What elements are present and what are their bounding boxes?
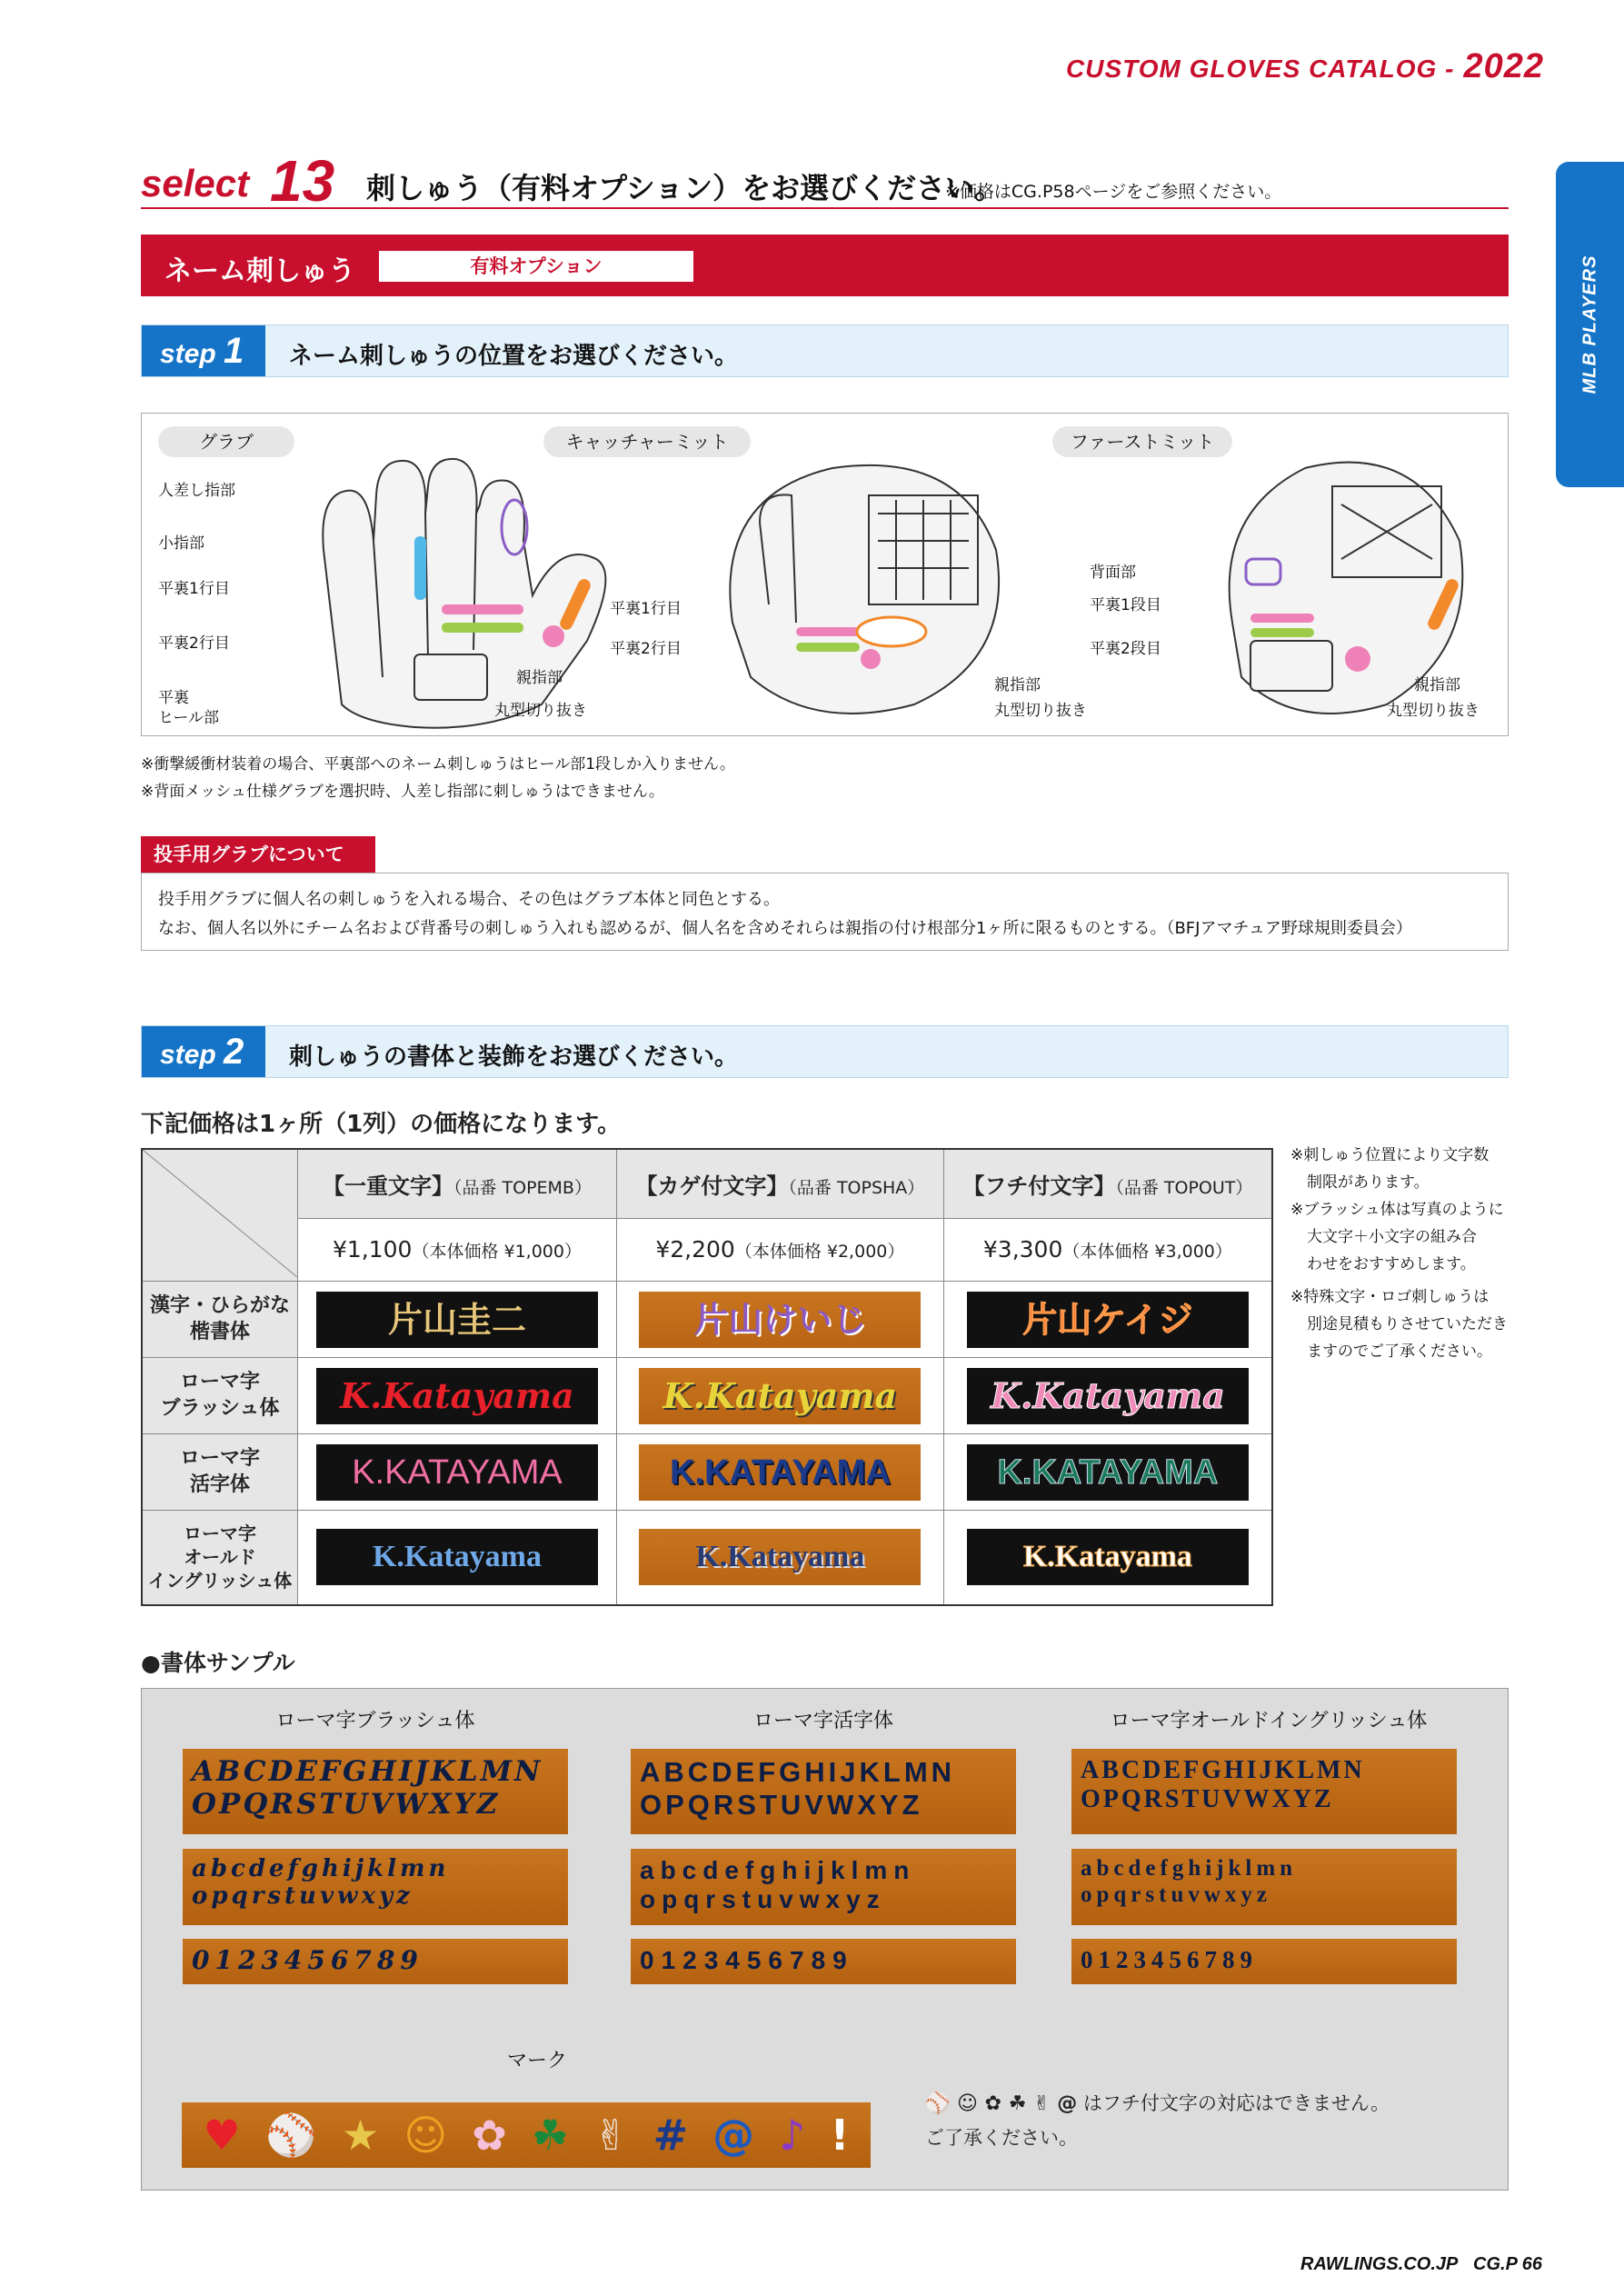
sample-kaisho-outline: 片山ケイジ bbox=[967, 1292, 1249, 1348]
step2-title: 刺しゅうの書体と装飾をお選びください。 bbox=[289, 1043, 739, 1071]
price-caption: 下記価格は1ヶ所（1列）の価格になります。 bbox=[141, 1111, 622, 1138]
col-code-outline: （品番 TOPOUT） bbox=[1115, 1177, 1253, 1198]
row-label: 楷書体 bbox=[189, 1320, 250, 1343]
sample-caption: ●書体サンプル bbox=[141, 1650, 295, 1676]
col-header-single bbox=[298, 1149, 617, 1218]
blossom-mark-icon: ✿ bbox=[472, 2111, 507, 2160]
side-note-line: わせをおすすめします。 bbox=[1307, 1255, 1476, 1273]
old-upper-strip bbox=[1071, 1749, 1457, 1834]
brush-lower-strip bbox=[183, 1849, 568, 1925]
glove-label-index: 人差し指部 bbox=[158, 482, 235, 500]
col-name-single: 【一重文字】 bbox=[322, 1173, 453, 1199]
smile-mark-icon: ☺ bbox=[404, 2111, 448, 2160]
pitcher-box bbox=[141, 873, 1509, 951]
price-base-outline: （本体価格 ¥3,000） bbox=[1062, 1242, 1232, 1263]
glove-diagram-box bbox=[141, 413, 1509, 736]
side-note-line: ※特殊文字・ロゴ刺しゅうは bbox=[1290, 1288, 1489, 1306]
catalog-header bbox=[1066, 47, 1544, 86]
glove-label-thumb: 親指部 bbox=[516, 669, 563, 687]
first-cutout-marker bbox=[1345, 646, 1370, 672]
block-upper-2: OPQRSTUVWXYZ bbox=[640, 1788, 923, 1821]
select-heading bbox=[141, 147, 1509, 214]
glove-illustration bbox=[269, 441, 687, 732]
row-header-block bbox=[142, 1434, 298, 1511]
mark-note-icons: ⚾ ☺ ✿ ☘ ✌ @ bbox=[925, 2092, 1078, 2115]
row-label: オールド bbox=[184, 1546, 256, 1569]
block-lower-strip bbox=[631, 1849, 1016, 1925]
sample-cell bbox=[298, 1282, 617, 1358]
first-label-thumb: 親指部 bbox=[1414, 676, 1460, 694]
side-note-line: 大文字＋小文字の組み合 bbox=[1307, 1228, 1477, 1246]
col-code-shadow: （品番 TOPSHA） bbox=[788, 1177, 925, 1198]
block-title: ローマ字活字体 bbox=[752, 1710, 893, 1732]
note-shock-absorber: ※衝撃緩衝材装着の場合、平裏部へのネーム刺しゅうはヒール部1段しか入りません。 bbox=[141, 755, 736, 774]
select-word: select bbox=[141, 162, 250, 205]
sample-cell bbox=[943, 1358, 1272, 1434]
col-header-outline bbox=[943, 1149, 1272, 1218]
section-bar bbox=[141, 235, 1509, 296]
brush-digit-strip: 0123456789 bbox=[183, 1939, 568, 1984]
price-single bbox=[298, 1218, 617, 1281]
clover-mark-icon: ☘ bbox=[531, 2111, 570, 2160]
col-name-shadow: 【カゲ付文字】 bbox=[635, 1173, 789, 1199]
first-mitt-pill: ファーストミット bbox=[1052, 426, 1232, 457]
col-header-shadow bbox=[616, 1149, 943, 1218]
side-note-line: 制限があります。 bbox=[1307, 1173, 1430, 1192]
footer-site: RAWLINGS.CO.JP bbox=[1300, 2254, 1459, 2274]
catcher-pill: キャッチャーミット bbox=[543, 426, 751, 457]
sample-cell bbox=[943, 1511, 1272, 1605]
catalog-year: 2022 bbox=[1463, 47, 1544, 85]
row-label: ブラッシュ体 bbox=[160, 1396, 280, 1420]
row-label: 漢字・ひらがな bbox=[149, 1293, 290, 1317]
sample-cell bbox=[943, 1434, 1272, 1511]
block-digit-strip: 0123456789 bbox=[631, 1939, 1016, 1984]
corner-diagonal bbox=[143, 1150, 297, 1277]
price-value-outline: ¥3,300 bbox=[982, 1236, 1063, 1263]
sample-cell bbox=[616, 1282, 943, 1358]
sample-cell bbox=[616, 1511, 943, 1605]
brush-lower-1: abcdefghijklmn bbox=[192, 1855, 450, 1882]
step2-word: step bbox=[160, 1040, 216, 1070]
step2-num: 2 bbox=[224, 1032, 244, 1072]
brush-upper-1: ABCDEFGHIJKLMN bbox=[192, 1755, 543, 1788]
star-mark-icon: ★ bbox=[342, 2111, 380, 2160]
catcher-mitt-illustration bbox=[705, 441, 1014, 732]
block-lower-1: abcdefghijklmn bbox=[640, 1856, 916, 1884]
block-lower-2: opqrstuvwxyz bbox=[640, 1885, 886, 1914]
row-label: ローマ字 bbox=[179, 1446, 260, 1470]
side-note-line: ※ブラッシュ体は写真のように bbox=[1290, 1201, 1504, 1219]
hash-mark-icon: # bbox=[653, 2111, 689, 2160]
side-note-line: 別途見積もりさせていただき bbox=[1307, 1315, 1508, 1333]
sample-block-shadow: K.KATAYAMA bbox=[639, 1444, 921, 1501]
catcher-cutout-marker bbox=[861, 649, 881, 669]
sample-old-single: K.Katayama bbox=[316, 1529, 598, 1585]
block-upper-strip bbox=[631, 1749, 1016, 1834]
sample-cell bbox=[298, 1358, 617, 1434]
brush-title: ローマ字ブラッシュ体 bbox=[275, 1710, 475, 1732]
sample-cell bbox=[616, 1358, 943, 1434]
footer-page: CG.P 66 bbox=[1473, 2254, 1542, 2274]
at-mark-icon: @ bbox=[712, 2111, 755, 2160]
row-label: ローマ字 bbox=[184, 1522, 256, 1545]
mark-title: マーク bbox=[506, 2050, 567, 2072]
sample-cell bbox=[298, 1434, 617, 1511]
option-badge: 有料オプション bbox=[379, 251, 693, 282]
old-lower-1: abcdefghijklmn bbox=[1081, 1856, 1298, 1881]
first-label-row1: 平裏1段目 bbox=[1090, 596, 1161, 614]
glove-pill: グラブ bbox=[158, 426, 294, 457]
sample-brush-outline: K.Katayama bbox=[967, 1368, 1249, 1424]
old-lower-strip bbox=[1071, 1849, 1457, 1925]
sample-cell bbox=[298, 1511, 617, 1605]
sample-brush-shadow: K.Katayama bbox=[639, 1368, 921, 1424]
pitcher-title: 投手用グラブについて bbox=[141, 836, 375, 873]
sample-kaisho-shadow: 片山けいじ bbox=[639, 1292, 921, 1348]
side-tab bbox=[1556, 162, 1624, 487]
select-note: ※価格はCG.P58ページをご参照ください。 bbox=[945, 182, 1282, 202]
table-corner bbox=[142, 1149, 298, 1282]
first-label-row2: 平裏2段目 bbox=[1090, 640, 1161, 658]
price-shadow bbox=[616, 1218, 943, 1281]
step1-bar bbox=[141, 324, 1509, 377]
catcher-row1-marker bbox=[796, 627, 860, 636]
mark-note bbox=[925, 2089, 1390, 2116]
table-row bbox=[142, 1434, 1272, 1511]
mark-strip bbox=[182, 2102, 871, 2168]
price-outline bbox=[943, 1218, 1272, 1281]
catcher-label-cutout: 丸型切り抜き bbox=[994, 702, 1087, 720]
exclaim-mark-icon: ! bbox=[830, 2111, 850, 2160]
sample-cell bbox=[943, 1282, 1272, 1358]
sample-kaisho-single: 片山圭二 bbox=[316, 1292, 598, 1348]
heart-mark-icon: ♥ bbox=[203, 2111, 241, 2160]
row-label: イングリッシュ体 bbox=[147, 1570, 293, 1592]
first-label-back: 背面部 bbox=[1090, 564, 1136, 582]
side-note-line: ※刺しゅう位置により文字数 bbox=[1290, 1146, 1489, 1164]
sample-old-shadow: K.Katayama bbox=[639, 1529, 921, 1585]
row-header-brush bbox=[142, 1358, 298, 1434]
pinky-marker bbox=[414, 536, 426, 600]
glove-label-heel1: 平裏 bbox=[158, 689, 189, 707]
note-mesh-back: ※背面メッシュ仕様グラブを選択時、人差し指部に刺しゅうはできません。 bbox=[141, 783, 664, 801]
palm-row2-marker bbox=[442, 623, 523, 633]
side-notes bbox=[1290, 1142, 1508, 1365]
sample-cell bbox=[616, 1434, 943, 1511]
first-label-cutout: 丸型切り抜き bbox=[1387, 702, 1480, 720]
step1-badge bbox=[142, 325, 265, 376]
glove-label-pinky: 小指部 bbox=[158, 534, 204, 553]
row-header-old bbox=[142, 1511, 298, 1605]
old-title: ローマ字オールドイングリッシュ体 bbox=[1110, 1710, 1428, 1732]
row-label: ローマ字 bbox=[179, 1370, 260, 1393]
glove-label-cutout: 丸型切り抜き bbox=[494, 702, 587, 720]
sample-block-outline: K.KATAYAMA bbox=[967, 1444, 1249, 1501]
note-mark-icon: ♪ bbox=[779, 2111, 806, 2160]
table-row bbox=[142, 1358, 1272, 1434]
pitcher-line-2: なお、個人名以外にチーム名および背番号の刺しゅう入れも認めるが、個人名を含めそれらは親指の付け根部分1ヶ所に限るものとする。（BFJアマチュア野球規則委員会） bbox=[158, 919, 1412, 938]
price-value-shadow: ¥2,200 bbox=[655, 1236, 735, 1263]
brush-upper-2: OPQRSTUVWXYZ bbox=[192, 1787, 501, 1821]
col-code-single: （品番 TOPEMB） bbox=[453, 1177, 592, 1198]
sample-brush-single: K.Katayama bbox=[316, 1368, 598, 1424]
baseball-mark-icon: ⚾ bbox=[264, 2110, 318, 2160]
step2-badge bbox=[142, 1026, 265, 1077]
old-digit-strip: 0123456789 bbox=[1071, 1939, 1457, 1984]
footer bbox=[1300, 2254, 1542, 2275]
sample-old-outline: K.Katayama bbox=[967, 1529, 1249, 1585]
first-row1-marker bbox=[1250, 614, 1314, 623]
glove-label-heel2: ヒール部 bbox=[158, 709, 219, 727]
brush-upper-strip bbox=[183, 1749, 568, 1834]
price-value-single: ¥1,100 bbox=[332, 1236, 413, 1263]
step2-bar bbox=[141, 1025, 1509, 1078]
step1-title: ネーム刺しゅうの位置をお選びください。 bbox=[289, 343, 739, 370]
block-upper-1: ABCDEFGHIJKLMN bbox=[640, 1756, 956, 1788]
catalog-title: CUSTOM GLOVES CATALOG - bbox=[1066, 55, 1455, 83]
row-header-kaisho bbox=[142, 1282, 298, 1358]
table-row bbox=[142, 1511, 1272, 1605]
side-tab-label: MLB PLAYERS bbox=[1579, 255, 1599, 394]
catcher-thumb-marker bbox=[857, 617, 926, 646]
font-price-table bbox=[141, 1148, 1273, 1606]
step1-num: 1 bbox=[224, 331, 244, 371]
col-name-outline: 【フチ付文字】 bbox=[962, 1173, 1116, 1199]
sample-block-single: K.KATAYAMA bbox=[316, 1444, 598, 1501]
catcher-row2-marker bbox=[796, 643, 860, 652]
mark-note-text: はフチ付文字の対応はできません。 bbox=[1082, 2092, 1390, 2114]
old-upper-2: OPQRSTUVWXYZ bbox=[1081, 1785, 1334, 1814]
first-row2-marker bbox=[1250, 628, 1314, 637]
glove-label-row1: 平裏1行目 bbox=[158, 580, 230, 598]
brush-lower-2: opqrstuvwxyz bbox=[192, 1882, 413, 1910]
glove-label-row2: 平裏2行目 bbox=[158, 634, 230, 653]
palm-row1-marker bbox=[442, 604, 523, 614]
old-upper-1: ABCDEFGHIJKLMN bbox=[1081, 1756, 1365, 1784]
pitcher-line-1: 投手用グラブに個人名の刺しゅうを入れる場合、その色はグラブ本体と同色とする。 bbox=[158, 890, 780, 909]
circle-cutout-marker bbox=[543, 625, 564, 647]
catcher-label-thumb: 親指部 bbox=[994, 676, 1041, 694]
catcher-label-row1: 平裏1行目 bbox=[610, 600, 682, 618]
mark-note-2: ご了承ください。 bbox=[925, 2127, 1078, 2149]
row-label: 活字体 bbox=[189, 1472, 250, 1496]
peace-mark-icon: ✌ bbox=[593, 2111, 629, 2160]
old-lower-2: opqrstuvwxyz bbox=[1081, 1882, 1272, 1907]
price-base-shadow: （本体価格 ¥2,000） bbox=[734, 1242, 905, 1263]
section-title: ネーム刺しゅう bbox=[164, 255, 355, 287]
step1-word: step bbox=[160, 339, 216, 369]
table-row bbox=[142, 1282, 1272, 1358]
catcher-label-row2: 平裏2行目 bbox=[610, 640, 682, 658]
price-base-single: （本体価格 ¥1,000） bbox=[412, 1242, 582, 1263]
side-note-line: ますのでご了承ください。 bbox=[1307, 1343, 1492, 1361]
select-title: 刺しゅう（有料オプション）をお選びください。 bbox=[366, 171, 1004, 205]
select-number: 13 bbox=[270, 148, 335, 214]
